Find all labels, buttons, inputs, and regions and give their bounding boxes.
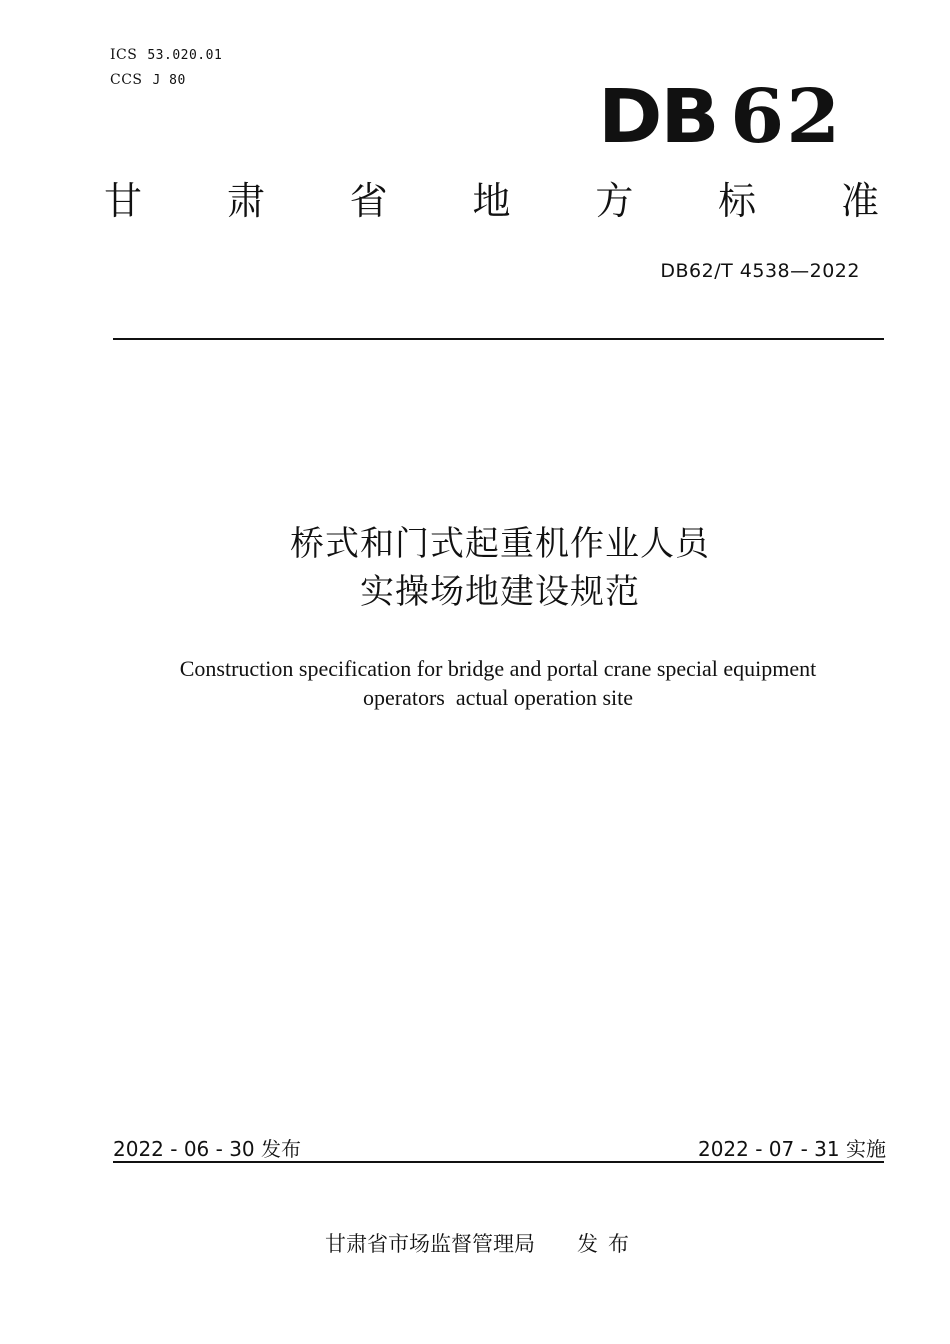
ccs-code: J 80 xyxy=(152,73,186,88)
issuer-line xyxy=(325,1228,639,1258)
standard-type-char: 地 xyxy=(472,179,511,223)
english-title-line-2: operators actual operation site xyxy=(362,685,633,710)
top-divider xyxy=(113,338,884,340)
logo-prefix: DB xyxy=(598,74,718,160)
standard-logo xyxy=(598,74,843,160)
standard-type-char: 肃 xyxy=(226,179,265,223)
standard-type-char: 方 xyxy=(595,179,634,223)
ics-line xyxy=(110,47,222,63)
logo-number: 62 xyxy=(730,74,843,160)
issue-action: 发布 xyxy=(577,1232,639,1256)
standard-type-char: 标 xyxy=(718,179,757,223)
english-title-line-1: Construction specification for bridge and portal crane special equipment xyxy=(179,656,817,681)
chinese-title-line-1: 桥式和门式起重机作业人员 xyxy=(290,524,710,564)
release-date: 2022 - 06 - 30 发布 xyxy=(113,1137,302,1161)
ics-code: 53.020.01 xyxy=(147,48,223,63)
issuer-name: 甘肃省市场监督管理局 xyxy=(325,1232,535,1256)
english-title xyxy=(0,654,950,712)
standard-type-char: 省 xyxy=(349,179,388,223)
standard-number: DB62/T 4538—2022 xyxy=(660,260,860,282)
chinese-title-line-2: 实操场地建设规范 xyxy=(360,572,640,612)
ccs-label: CCS xyxy=(110,72,143,88)
chinese-title xyxy=(0,520,950,616)
ics-label: ICS xyxy=(110,47,138,63)
implementation-date: 2022 - 07 - 31 实施 xyxy=(697,1137,886,1161)
ccs-line xyxy=(110,72,186,88)
bottom-divider xyxy=(113,1161,884,1163)
standard-type-char: 甘 xyxy=(104,179,143,223)
standard-type-char: 准 xyxy=(840,179,879,223)
standard-type-heading xyxy=(104,179,879,223)
